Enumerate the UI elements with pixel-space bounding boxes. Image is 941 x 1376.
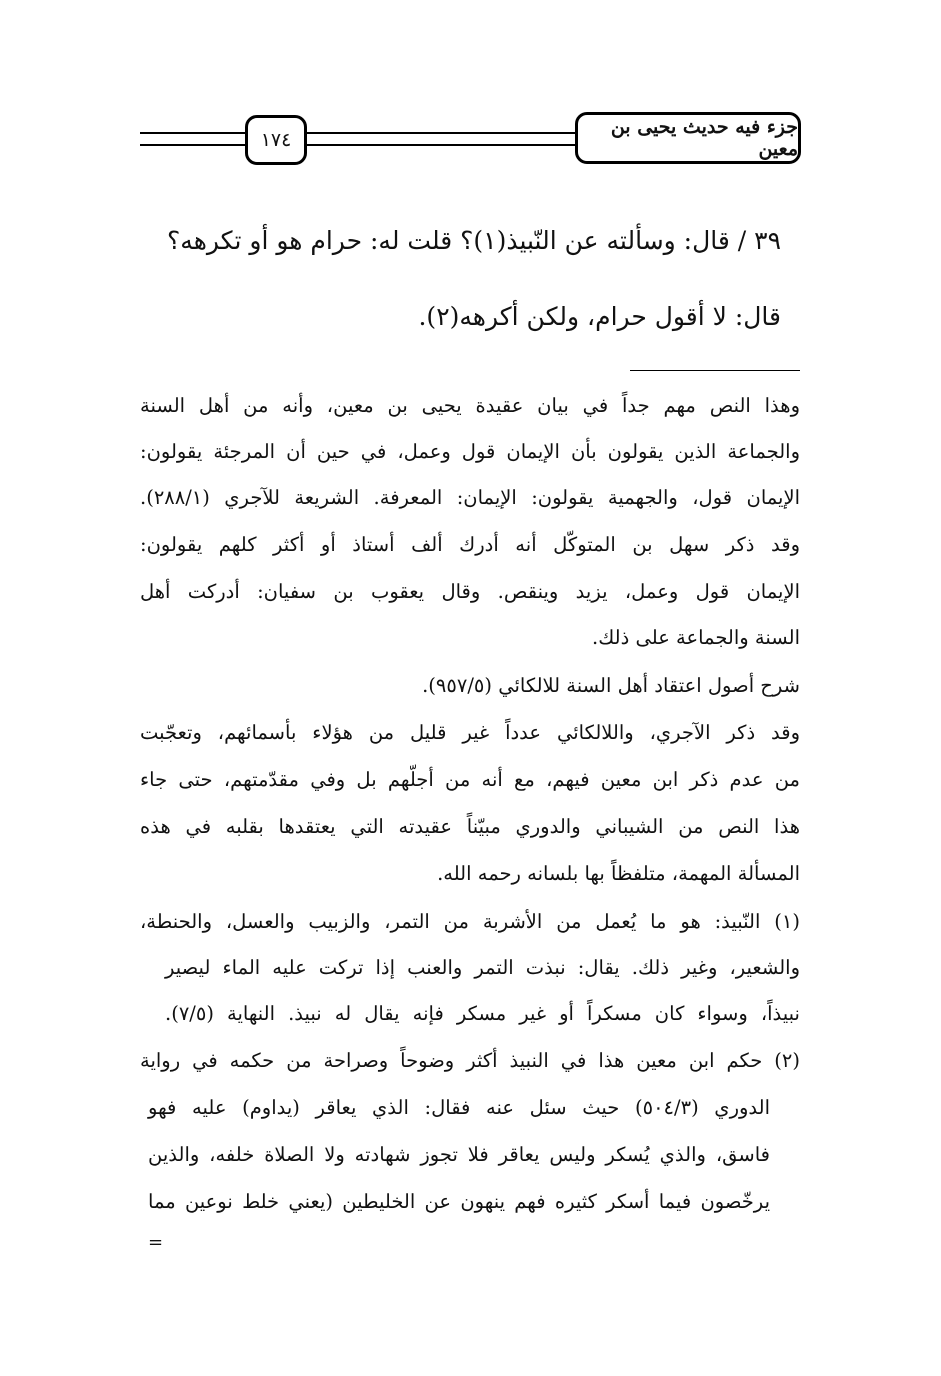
footnote-line: شرح أصول اعتقاد أهل السنة للالكائي (٩٥٧/٥). [422,674,800,697]
main-text-line: ٣٩ / قال: وسألته عن النّبيذ(١)؟ قلت له: حرام هو أو تكرهه؟ [167,226,781,255]
footnote-line: وهذا النص مهم جداً في بيان عقيدة يحيى بن معين، وأنه من أهل السنة [140,394,800,417]
main-text-line: قال: لا أقول حرام، ولكن أكرهه(٢). [418,302,781,331]
footnote-2-line: (٢) حكم ابن معين هذا في النبيذ أكثر وضوحاً وصراحة من حكمه في رواية [140,1049,800,1072]
footnote-line: وقد ذكر سهل بن المتوكّل أنه أدرك ألف أستاذ أو أكثر كلهم يقولون: [140,533,800,556]
page-header [0,0,941,180]
footnote-line: هذا النص من الشيباني والدوري مبيّناً عقيدته التي يعتقدها بقلبه في هذه [140,815,800,838]
header-rule-left-bottom [140,144,245,146]
footnote-1-line: والشعير، وغير ذلك. يقال: نبذت التمر والعنب إذا تركت عليه الماء ليصير [165,956,800,979]
footnote-line: من عدم ذكر ابن معين فيهم، مع أنه من أجلّهم بل وفي مقدّمتهم، حتى جاء [140,768,800,791]
page-number: ١٧٤ [245,115,307,165]
footnote-1-line: (١) النّبيذ: هو ما يُعمل من الأشربة من التمر، والزبيب والعسل، والحنطة، [140,910,800,933]
footnote-separator [630,370,800,371]
header-rule-middle-bottom [307,144,575,146]
footnote-line: المسألة المهمة، متلفظاً بها بلسانه رحمه الله. [437,862,800,885]
header-rule-left-top [140,132,245,134]
header-rule-middle-top [307,132,575,134]
book-title: جزء فيه حديث يحيى بن معين [575,112,801,164]
footnote-line: الإيمان قول وعمل، يزيد وينقص. وقال يعقوب بن سفيان: أدركت أهل [140,580,800,603]
footnote-2-line: الدوري (٥٠٤/٣) حيث سئل عنه فقال: الذي يعاقر (يداوم) عليه فهو [148,1096,771,1119]
footnote-1-line: نبيذاً، وسواء كان مسكراً أو غير مسكر فإنه يقال له نبيذ. النهاية (٧/٥). [165,1002,800,1025]
footnote-line: وقد ذكر الآجري، واللالكائي عدداً غير قليل من هؤلاء بأسمائهم، وتعجّبت [140,721,800,744]
continuation-mark: = [148,1232,164,1253]
footnote-line: الإيمان قول، والجهمية يقولون: الإيمان: المعرفة. الشريعة للآجري (٢٨٨/١). [140,486,800,509]
footnote-line: والجماعة الذين يقولون بأن الإيمان قول وعمل، في حين أن المرجئة يقولون: [140,440,800,463]
footnote-2-line: فاسق، والذي يُسكر وليس يعاقر فلا تجوز شهادته ولا الصلاة خلفه، والذين [148,1143,770,1166]
footnote-2-line: يرخّصون فيما أسكر كثيره فهم ينهون عن الخليطين (يعني خلط نوعين مما [148,1190,770,1213]
footnote-line: السنة والجماعة على ذلك. [592,626,800,649]
